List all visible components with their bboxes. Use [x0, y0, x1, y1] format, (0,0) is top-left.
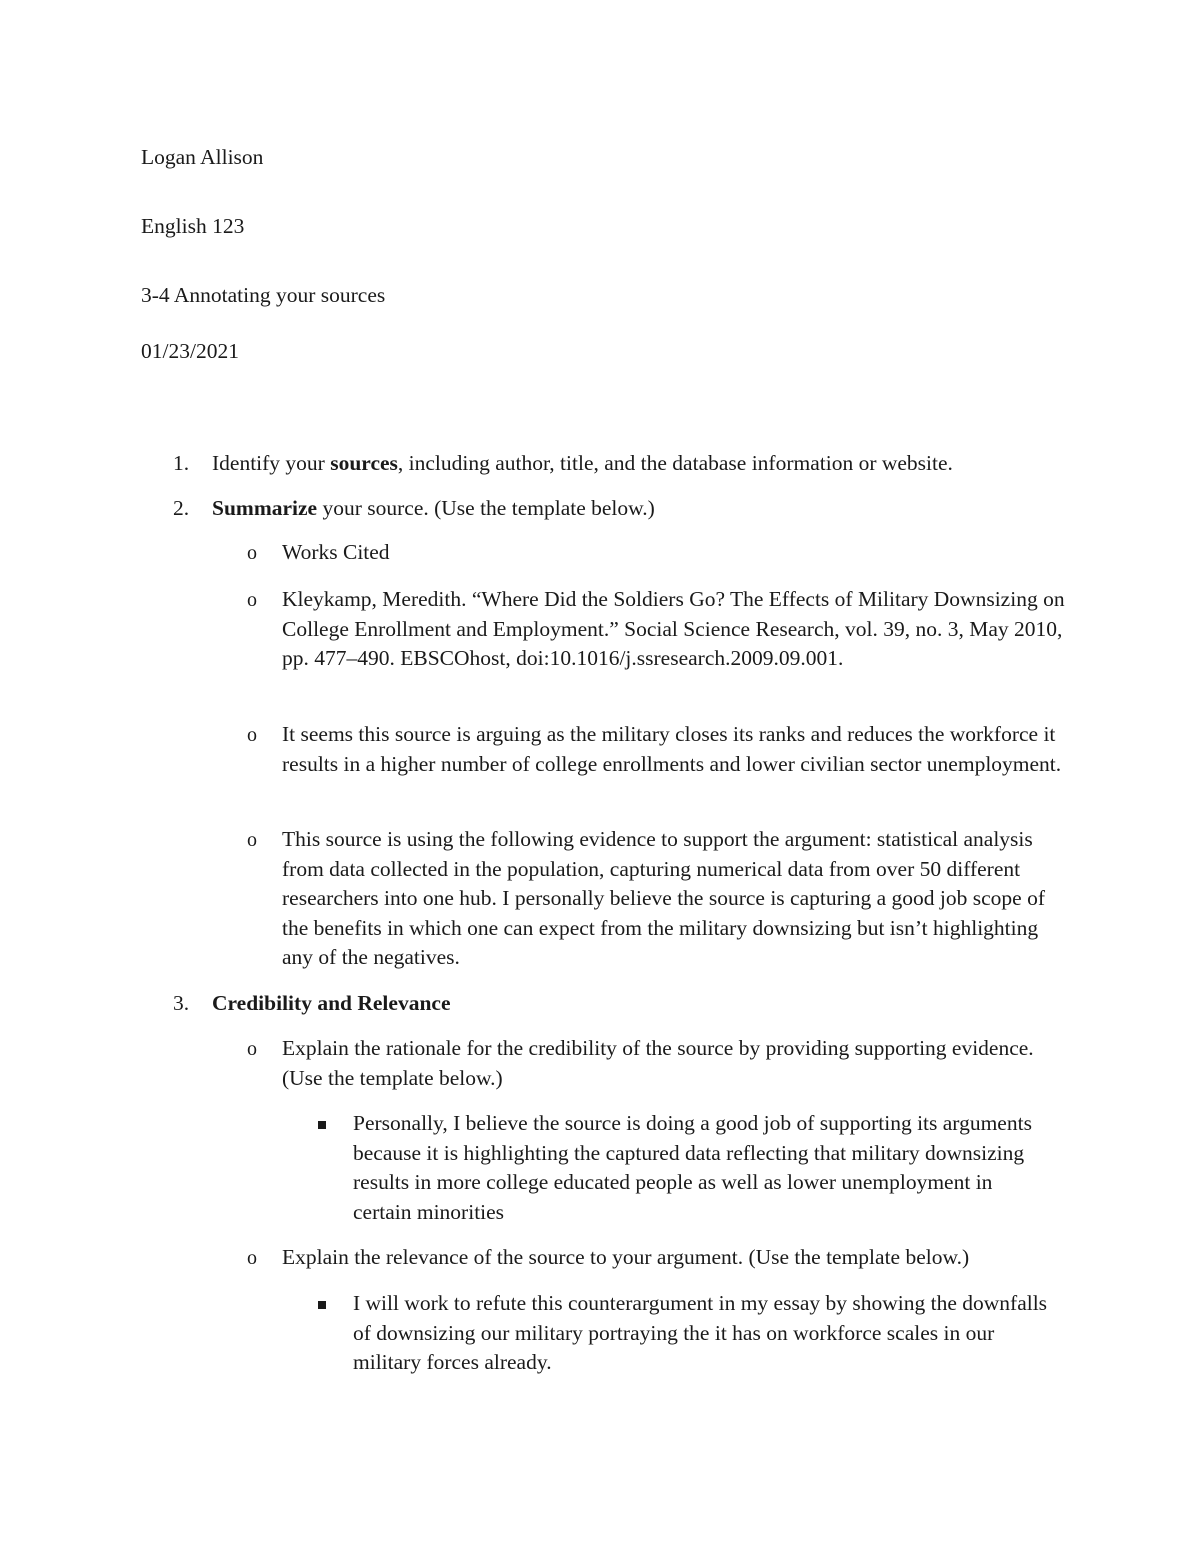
list-item-2-post: your source. (Use the template below.): [317, 496, 655, 520]
course-name: English 123: [141, 214, 245, 238]
evidence-summary: This source is using the following evidence to support the argument: statistical analysis from data collected in the population, capturing numerical data from over 50 different researchers into one hub. I personally believe the source is capturing a good job scope of the benefits in which one can expect from the military downsizing but isn’t highlighting any of the negatives.: [282, 827, 1045, 969]
sub-bullet-marker: o: [247, 829, 257, 851]
list-item-3: [212, 988, 1092, 1018]
list-item-2: [212, 493, 1092, 523]
sub-bullet-marker: o: [247, 589, 257, 611]
citation-text: Kleykamp, Meredith. “Where Did the Soldiers Go? The Effects of Military Downsizing on College Enrollment and Employment.” Social Science Research, vol. 39, no. 3, May 2010, pp. 477–490. EBSCOhost, doi:10.1016/j.ssresearch.2009.09.001.: [282, 587, 1065, 670]
author-name: Logan Allison: [141, 145, 264, 169]
list-item-2-bold: Summarize: [212, 496, 318, 520]
relevance-answer: I will work to refute this counterargument in my essay by showing the downfalls of downsizing our military portraying the it has on workforce scales in our military forces already.: [353, 1291, 1048, 1374]
credibility-prompt: Explain the rationale for the credibility of the source by providing supporting evidence. (Use the template below.): [282, 1036, 1034, 1090]
works-cited-label: Works Cited: [282, 540, 390, 564]
list-item-1-bold: sources: [330, 451, 398, 475]
square-bullet-icon: [318, 1301, 326, 1309]
list-item-3-bold: Credibility and Relevance: [212, 991, 451, 1015]
relevance-prompt: Explain the relevance of the source to your argument. (Use the template below.): [282, 1245, 970, 1269]
sub-bullet-marker: o: [247, 1247, 257, 1269]
list-number-2: 2.: [173, 496, 190, 520]
sub-bullet-marker: o: [247, 1038, 257, 1060]
list-number-1: 1.: [173, 451, 190, 475]
list-item-1-pre: Identify your: [212, 451, 331, 475]
sub-bullet-marker: o: [247, 724, 257, 746]
argument-summary: It seems this source is arguing as the military closes its ranks and reduces the workforce it results in a higher number of college enrollments and lower civilian sector unemployment.: [282, 722, 1062, 776]
sub-bullet-marker: o: [247, 542, 257, 564]
list-item-1-post: , including author, title, and the database information or website.: [397, 451, 953, 475]
list-item-1: [212, 448, 1092, 478]
list-number-3: 3.: [173, 991, 190, 1015]
document-date: 01/23/2021: [141, 339, 239, 363]
assignment-title: 3-4 Annotating your sources: [141, 283, 386, 307]
credibility-answer: Personally, I believe the source is doing a good job of supporting its arguments because it is highlighting the captured data reflecting that military downsizing results in more college educated people as well as lower unemployment in certain minorities: [353, 1111, 1032, 1224]
square-bullet-icon: [318, 1121, 326, 1129]
